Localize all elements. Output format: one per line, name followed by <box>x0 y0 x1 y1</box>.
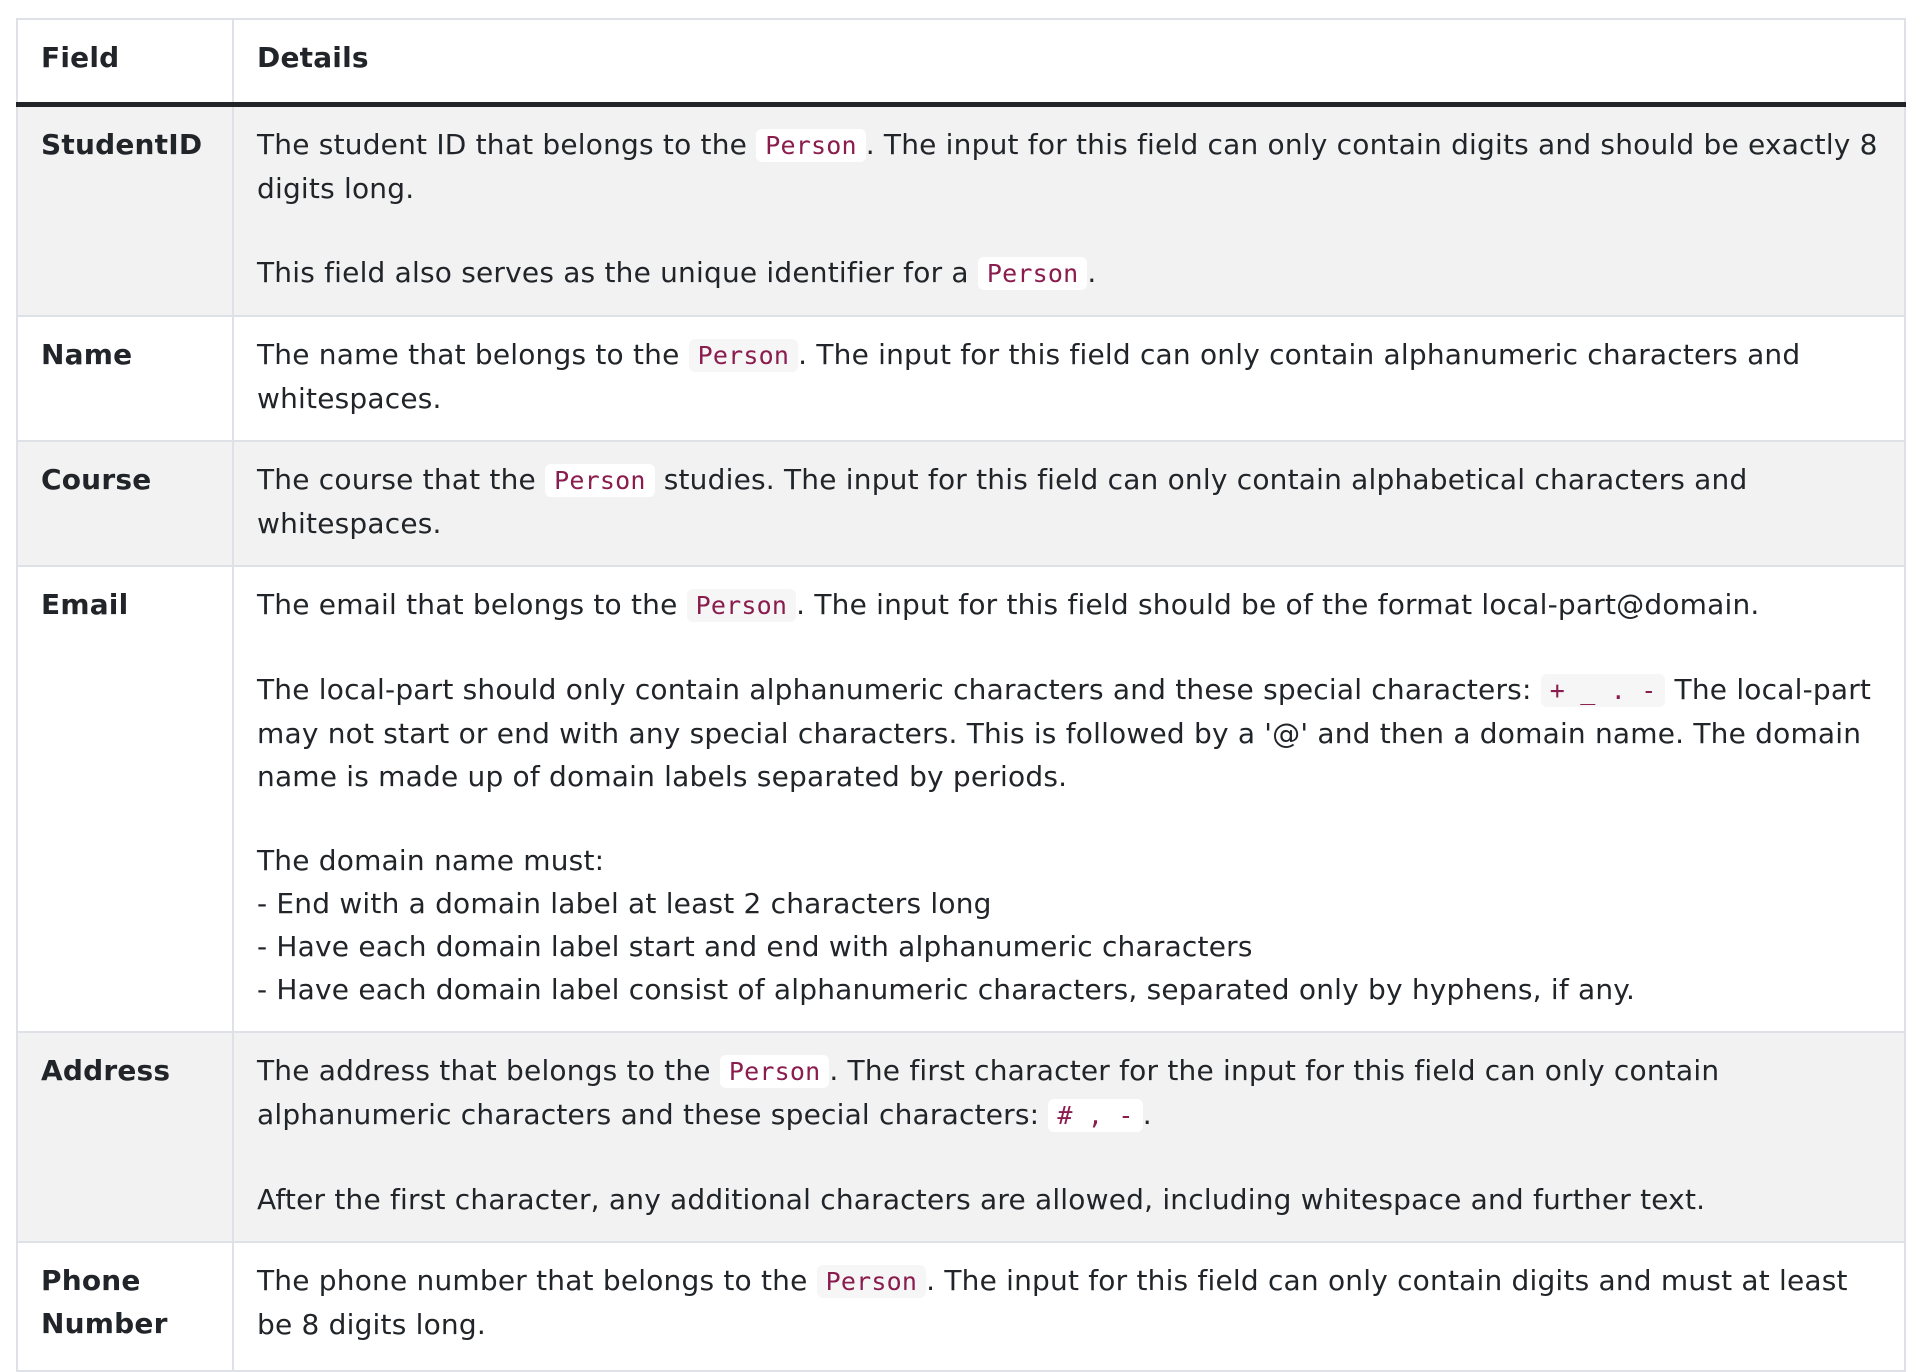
details-cell <box>233 105 1905 317</box>
details-text: The name that belongs to the <box>257 338 689 371</box>
details-paragraph <box>257 1049 1882 1137</box>
table-row-studentid <box>17 105 1905 317</box>
inline-code: Person <box>689 339 799 372</box>
details-text: . The first character for the input for this field can only contain alphanumeric characters and these special characters: <box>257 1054 1720 1131</box>
details-text: The course that the <box>257 463 546 496</box>
details-text: . The input for this field can only contain digits and must at least be 8 digits long. <box>257 1264 1848 1341</box>
details-text: studies. The input for this field can only contain alphabetical characters and whitespaces. <box>257 463 1748 540</box>
details-paragraph <box>257 333 1882 420</box>
header-row <box>17 19 1905 105</box>
details-text: After the first character, any additional characters are allowed, including whitespace and further text. <box>257 1183 1706 1216</box>
details-text: The address that belongs to the <box>257 1054 720 1087</box>
domain-rule-item: - End with a domain label at least 2 characters long <box>257 887 992 920</box>
inline-code: Person <box>817 1265 927 1298</box>
details-cell <box>233 566 1905 1032</box>
details-paragraph <box>257 123 1882 210</box>
details-paragraph <box>257 583 1882 627</box>
field-name-cell: Name <box>17 316 233 441</box>
column-header-field: Field <box>17 19 233 105</box>
field-details-table-container <box>16 18 1904 1372</box>
details-cell <box>233 1242 1905 1371</box>
details-cell <box>233 441 1905 566</box>
inline-code: Person <box>756 129 866 162</box>
field-name-cell: Email <box>17 566 233 1032</box>
domain-rules-paragraph <box>257 839 1882 1011</box>
details-cell <box>233 316 1905 441</box>
field-details-table <box>16 18 1906 1372</box>
details-text: The local-part should only contain alphanumeric characters and these special characters: <box>257 673 1541 706</box>
details-cell <box>233 1032 1905 1242</box>
details-text: The email that belongs to the <box>257 588 687 621</box>
table-row-course <box>17 441 1905 566</box>
inline-code: + _ . - <box>1541 674 1666 707</box>
field-name-cell: Course <box>17 441 233 566</box>
domain-rule-item: - Have each domain label consist of alphanumeric characters, separated only by hyphens, if any. <box>257 973 1636 1006</box>
field-name-cell: StudentID <box>17 105 233 317</box>
inline-code: Person <box>720 1055 830 1088</box>
table-row-email <box>17 566 1905 1032</box>
column-header-details: Details <box>233 19 1905 105</box>
details-paragraph <box>257 251 1882 295</box>
domain-rules-intro: The domain name must: <box>257 844 605 877</box>
inline-code: Person <box>687 589 797 622</box>
details-text: The local-part may not start or end with any special characters. This is followed by a '@' and then a domain name. The domain name is made up of domain labels separated by periods. <box>257 673 1872 793</box>
table-row-name <box>17 316 1905 441</box>
details-text: This field also serves as the unique identifier for a <box>257 256 978 289</box>
details-text: . <box>1142 1098 1152 1131</box>
inline-code: # , - <box>1048 1099 1142 1132</box>
details-paragraph <box>257 1178 1882 1221</box>
details-paragraph <box>257 668 1882 798</box>
field-name-cell: Address <box>17 1032 233 1242</box>
table-body <box>17 105 1905 1372</box>
details-text: . The input for this field should be of the format local-part@domain. <box>796 588 1760 621</box>
field-name-cell: Phone Number <box>17 1242 233 1371</box>
domain-rule-item: - Have each domain label start and end with alphanumeric characters <box>257 930 1253 963</box>
inline-code: Person <box>978 257 1088 290</box>
details-paragraph <box>257 1259 1882 1346</box>
table-header <box>17 19 1905 105</box>
table-row-phone-number <box>17 1242 1905 1371</box>
details-text: . The input for this field can only contain alphanumeric characters and whitespaces. <box>257 338 1801 415</box>
details-text: The phone number that belongs to the <box>257 1264 817 1297</box>
details-paragraph <box>257 458 1882 545</box>
details-text: . <box>1087 256 1097 289</box>
details-text: . The input for this field can only contain digits and should be exactly 8 digits long. <box>257 128 1878 205</box>
details-text: The student ID that belongs to the <box>257 128 757 161</box>
table-row-address <box>17 1032 1905 1242</box>
inline-code: Person <box>545 464 655 497</box>
